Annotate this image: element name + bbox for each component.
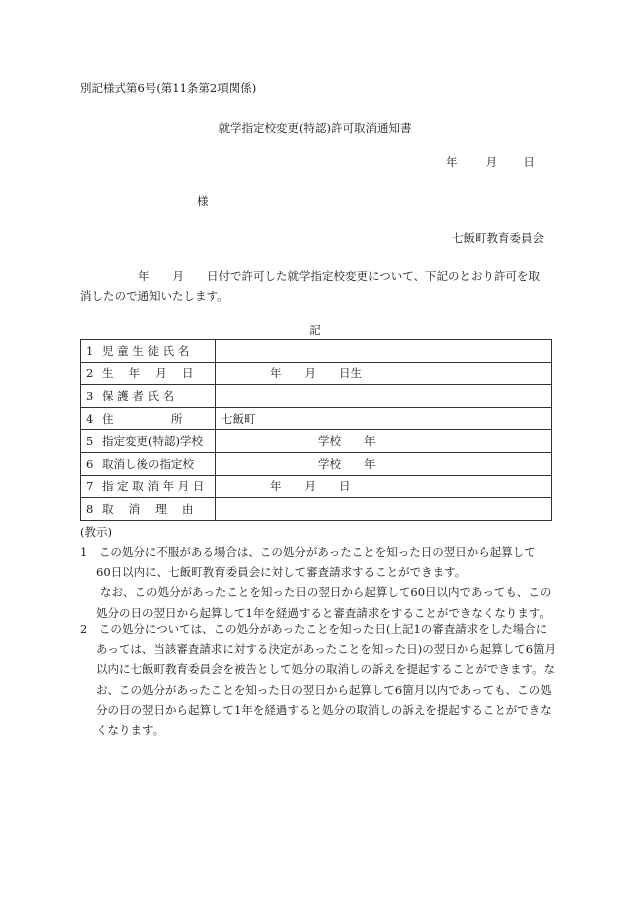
note-line: くなります。 [96, 723, 165, 738]
body-paragraph [80, 266, 552, 306]
date-line [446, 154, 535, 170]
note-line: 2 この処分については、この処分があったことを知った日(上記1の審査請求をした場合に [80, 622, 548, 636]
date-day: 日 [523, 155, 535, 169]
note-line: 1 この処分に不服がある場合は、この処分があったことを知った日の翌日から起算して [80, 545, 536, 559]
table-row [81, 475, 552, 498]
table-row [81, 430, 552, 453]
table-row [81, 385, 552, 408]
note-line: お、この処分があったことを知った日の翌日から起算して6箇月以内であっても、この処 [96, 682, 552, 697]
row-value: 学校 年 [216, 452, 552, 475]
row-label-text: 生 年 月 日 [102, 366, 194, 381]
row-label-text: 児 童 生 徒 氏 名 [102, 343, 190, 358]
row-number: 1 [86, 343, 94, 358]
row-value [216, 385, 552, 408]
row-number: 8 [86, 501, 94, 516]
note-line: 処分の日の翌日から起算して1年を経過すると審査請求をすることができなくなります。 [96, 605, 551, 620]
row-number: 5 [86, 434, 94, 449]
row-label [81, 362, 216, 385]
table-row [81, 340, 552, 363]
row-value: 七飯町 [216, 407, 552, 430]
row-label-text: 保 護 者 氏 名 [102, 388, 175, 403]
document-title: 就学指定校変更(特認)許可取消通知書 [218, 121, 412, 135]
note-line: なお、この処分があったことを知った日の翌日から起算して60日以内であっても、この [100, 585, 552, 600]
row-label-text: 取消し後の指定校 [102, 456, 194, 471]
form-number: 別記様式第6号(第11条第2項関係) [80, 81, 257, 95]
table-row [81, 362, 552, 385]
date-year: 年 [446, 155, 458, 169]
note-line: あっては、当該審査請求に対する決定があったことを知った日)の翌日から起算して6箇月 [96, 642, 557, 657]
row-value: 年 月 日 [216, 475, 552, 498]
kyoji-heading: (教示) [80, 525, 112, 539]
row-number: 3 [86, 388, 94, 403]
ki-heading: 記 [309, 323, 321, 337]
row-label [81, 340, 216, 363]
row-label [81, 475, 216, 498]
row-label [81, 498, 216, 521]
table-row [81, 498, 552, 521]
row-value [216, 340, 552, 363]
note-2 [80, 619, 557, 740]
row-label [81, 385, 216, 408]
row-label-text: 指 定 取 消 年 月 日 [102, 479, 205, 494]
row-label-text: 住 所 [102, 411, 183, 426]
row-label [81, 452, 216, 475]
row-value: 年 月 日生 [216, 362, 552, 385]
note-line: 60日以内に、七飯町教育委員会に対して審査請求することができます。 [96, 565, 467, 580]
row-label-text: 指定変更(特認)学校 [102, 434, 203, 449]
note-line: 分の日の翌日から起算して1年を経過すると処分の取消しの訴えを提起することができな [96, 702, 552, 717]
body-line-1: 年 月 日付で許可した就学指定校変更について、下記のとおり許可を取 [138, 269, 541, 283]
note-1 [80, 542, 554, 623]
row-value: 学校 年 [216, 430, 552, 453]
row-label-text: 取 消 理 由 [102, 501, 194, 516]
row-label [81, 407, 216, 430]
body-line-2: 消したので通知いたします。 [80, 289, 229, 303]
table-row [81, 452, 552, 475]
row-label [81, 430, 216, 453]
row-value [216, 498, 552, 521]
addressee: 様 [197, 194, 209, 208]
info-table [80, 339, 552, 521]
row-number: 4 [86, 411, 94, 426]
date-month: 月 [485, 155, 498, 169]
note-line: 以内に七飯町教育委員会を被告として処分の取消しの訴えを提起することができます。な [96, 662, 556, 677]
table-row [81, 407, 552, 430]
row-number: 7 [86, 479, 94, 494]
issuer: 七飯町教育委員会 [452, 231, 544, 245]
row-number: 2 [86, 366, 94, 381]
row-number: 6 [86, 456, 94, 471]
